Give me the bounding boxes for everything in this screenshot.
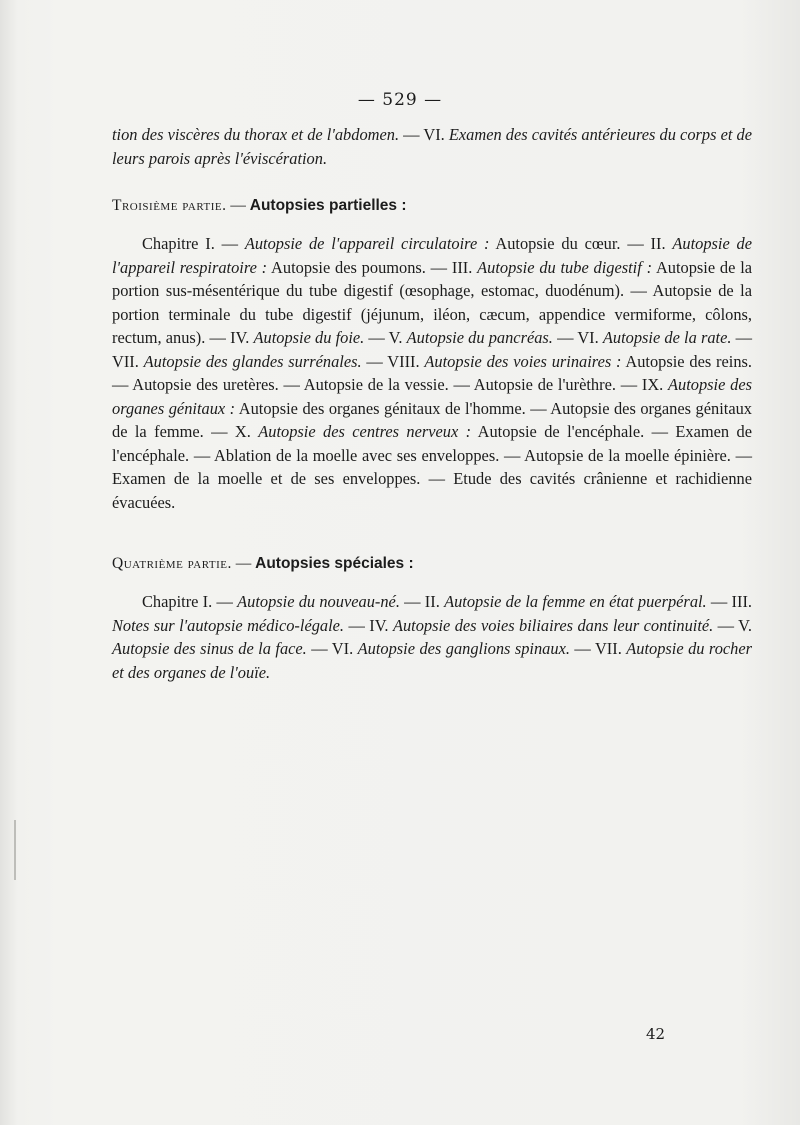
roman-segment: Autopsie des organes génitaux de l'homme. — Autopsie des organes génitaux de la femme. — X. (112, 398, 752, 441)
part4-paragraph (112, 590, 752, 684)
italic-segment: Autopsie des voies urinaires : (424, 351, 622, 371)
part3-paragraph (112, 232, 752, 514)
roman-segment: Autopsie des poumons. — III. (267, 257, 478, 277)
roman-segment: Autopsie de l'encéphale. — Examen de l'encéphale. — Ablation de la moelle avec ses enveloppes. — Autopsie de la moelle épinière. — Examen de la moelle et de ses enveloppes. — Etude des cavités crânienne et rachidienne évacuées. (112, 422, 752, 512)
roman-segment: — III. (706, 592, 753, 611)
italic-segment: Autopsie de la rate. (602, 328, 732, 347)
intro-roman: — VI. (399, 125, 449, 144)
roman-segment: — V. (713, 615, 753, 635)
italic-segment: Autopsie du rocher et des organes de l'ouïe. (112, 639, 753, 682)
roman-segment: — IV. (344, 615, 393, 635)
part3-text (112, 232, 752, 514)
part4-text (112, 590, 752, 684)
part3-title: Autopsies partielles : (249, 197, 407, 214)
italic-segment: Autopsie des centres nerveux : (258, 422, 472, 441)
part3-heading (112, 197, 407, 215)
roman-segment: — II. (399, 592, 445, 611)
roman-segment: Autopsie de la portion sus-mésentérique du tube digestif (œsophage, estomac, duodénum). — Autopsie de la portion terminale du tube digestif (jéjunum, iléon, cæcum, appendice vermiforme, côlons, rectum, anus). — IV. (112, 257, 753, 347)
part4-title: Autopsies spéciales : (255, 555, 414, 572)
italic-segment: Autopsie des organes génitaux : (112, 375, 753, 418)
italic-segment: Autopsie des voies biliaires dans leur continuité. (392, 615, 714, 635)
roman-segment: — V. (364, 328, 407, 347)
intro-text (112, 123, 752, 170)
roman-segment: — VIII. (361, 351, 425, 371)
intro-italic-1: tion des viscères du thorax et de l'abdomen. (112, 125, 400, 144)
italic-segment: Autopsie du tube digestif : (477, 257, 653, 277)
roman-segment: — VI. (552, 328, 603, 347)
part4-label: Quatrième partie. (112, 555, 232, 572)
roman-segment: Chapitre I. — (142, 592, 238, 611)
intro-paragraph (112, 123, 752, 170)
part4-dash: — (231, 555, 256, 572)
italic-segment: Autopsie des ganglions spinaux. (357, 639, 570, 658)
part4-heading (112, 555, 414, 573)
italic-segment: Autopsie des sinus de la face. (112, 639, 307, 658)
roman-segment: — VII. (112, 328, 753, 371)
roman-segment: — VII. (569, 639, 627, 658)
scan-mark (14, 820, 16, 880)
part3-dash: — (226, 197, 250, 214)
part3-label: Troisième partie. (112, 197, 227, 214)
page-number: — 529 — (357, 90, 443, 110)
roman-segment: Autopsie des reins. — Autopsie des uretères. — Autopsie de la vessie. — Autopsie de l'urèthre. — IX. (112, 351, 753, 394)
italic-segment: Autopsie du pancréas. (406, 328, 553, 347)
italic-segment: Autopsie du nouveau-né. (237, 592, 400, 611)
roman-segment: Autopsie du cœur. — II. (489, 234, 673, 253)
roman-segment: Chapitre I. — (142, 234, 245, 253)
italic-segment: Autopsie des glandes surrénales. (143, 351, 362, 371)
italic-segment: Autopsie du foie. (253, 328, 365, 347)
roman-segment: — VI. (306, 639, 358, 658)
intro-italic-2: Examen des cavités antérieures du corps et de leurs parois après l'éviscération. (112, 125, 752, 168)
italic-segment: Notes sur l'autopsie médico-légale. (112, 615, 345, 635)
italic-segment: Autopsie de la femme en état puerpéral. (444, 592, 707, 611)
italic-segment: Autopsie de l'appareil respiratoire : (112, 234, 752, 277)
signature-mark: 42 (646, 1025, 666, 1043)
italic-segment: Autopsie de l'appareil circulatoire : (244, 234, 490, 253)
